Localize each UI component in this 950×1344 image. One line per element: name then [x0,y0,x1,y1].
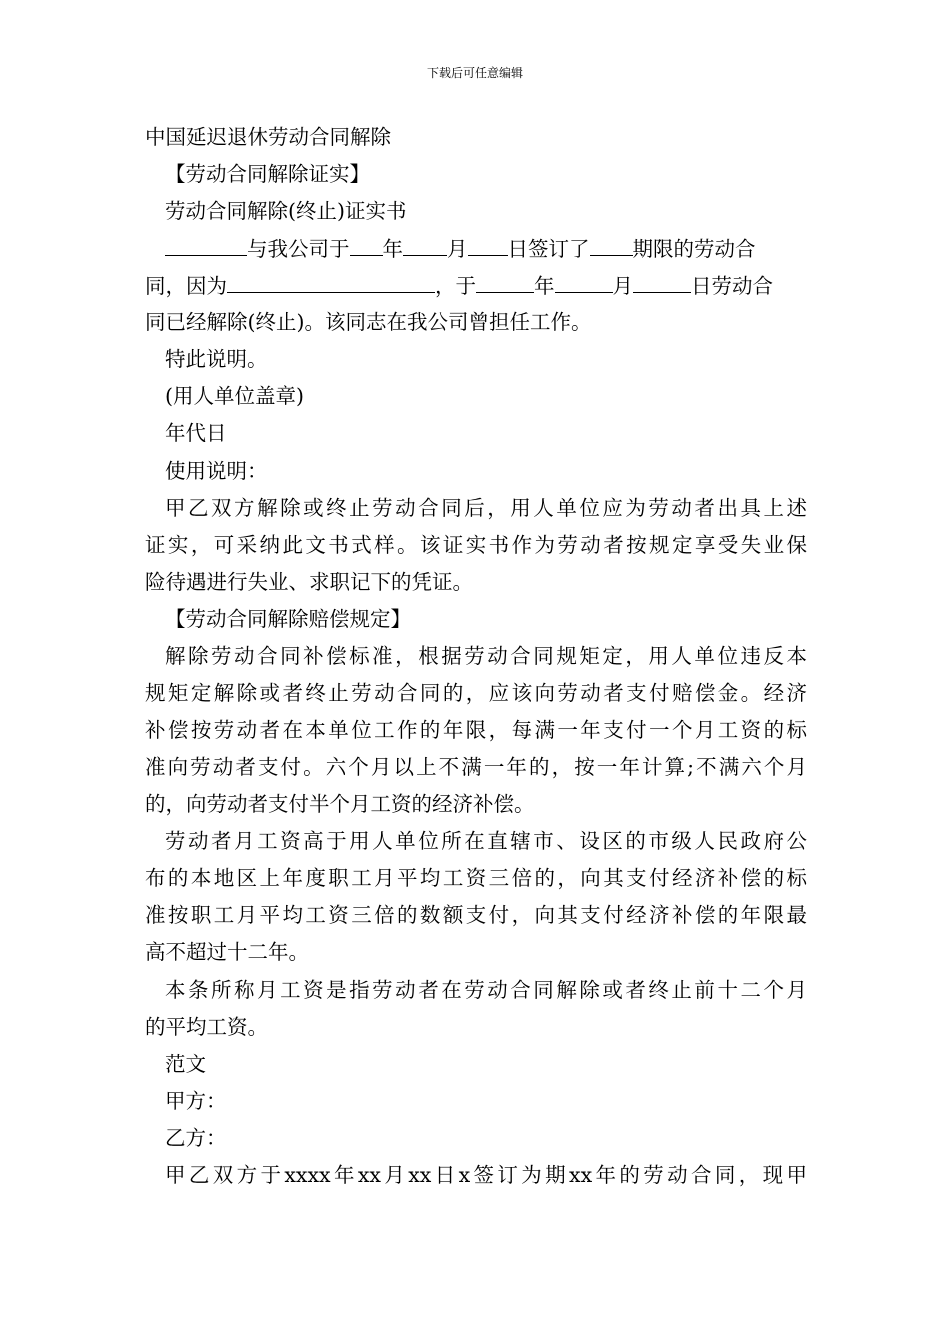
seal-note: (用人单位盖章) [165,384,304,408]
blank-employee-name[interactable] [165,233,247,256]
usage-line: 险待遇进行失业、求职记下的凭证。 [145,570,473,594]
blank-termination-year[interactable] [476,270,534,293]
paragraph-line: 补偿按劳动者在本单位工作的年限，每满一年支付一个月工资的标 [145,718,807,742]
blank-reason[interactable] [227,270,435,293]
certificate-line-1 [165,233,807,264]
paragraph-line: 布的本地区上年度职工月平均工资三倍的，向其支付经济补偿的标 [145,866,807,890]
blank-sign-year[interactable] [350,233,383,256]
sample-heading: 范文 [165,1052,206,1076]
certificate-text: 期限的劳动合 [632,237,756,261]
certificate-line-2 [145,270,807,301]
paragraph-line: 的平均工资。 [145,1015,268,1039]
paragraph-line: 本条所称月工资是指劳动者在劳动合同解除或者终止前十二个月 [165,978,807,1002]
certificate-text: 年 [534,274,555,298]
usage-title: 使用说明： [165,459,268,483]
party-b-label: 乙方： [165,1126,227,1150]
document-title: 中国延迟退休劳动合同解除 [145,125,391,149]
usage-line: 甲乙双方解除或终止劳动合同后，用人单位应为劳动者出具上述 [165,496,807,520]
paragraph-line: 规矩定解除或者终止劳动合同的，应该向劳动者支付赔偿金。经济 [145,681,807,705]
certificate-title: 劳动合同解除(终止)证实书 [165,199,407,223]
section-heading-compensation: 【劳动合同解除赔偿规定】 [165,607,411,631]
usage-line: 证实，可采纳此文书式样。该证实书作为劳动者按规定享受失业保 [145,533,807,557]
certificate-line-3: 同已经解除(终止)。该同志在我公司曾担任工作。 [145,310,592,334]
blank-sign-day[interactable] [468,233,508,256]
paragraph-line: 劳动者月工资高于用人单位所在直辖市、设区的市级人民政府公 [165,829,807,853]
header-note: 下载后可任意编辑 [426,66,523,80]
paragraph-line: 高不超过十二年。 [145,940,309,964]
certificate-text: 年 [382,237,403,261]
statement: 特此说明。 [165,347,268,371]
certificate-text: 月 [447,237,468,261]
paragraph-line: 准按职工月平均工资三倍的数额支付，向其支付经济补偿的年限最 [145,903,807,927]
blank-termination-month[interactable] [555,270,613,293]
paragraph-line: 的，向劳动者支付半个月工资的经济补偿。 [145,792,535,816]
certificate-text: 日劳动合 [691,274,773,298]
date-line: 年代日 [165,421,227,445]
blank-sign-month[interactable] [403,233,447,256]
party-a-label: 甲方： [165,1089,227,1113]
paragraph-line: 准向劳动者支付。六个月以上不满一年的，按一年计算;不满六个月 [145,755,807,779]
certificate-text: 日签订了 [507,237,590,261]
blank-termination-day[interactable] [633,270,691,293]
sample-body-line: 甲乙双方于xxxx年xx月xx日x签订为期xx年的劳动合同，现甲 [165,1163,807,1187]
certificate-text: 与我公司于 [247,237,350,261]
certificate-text: ，于 [435,274,476,298]
certificate-text: 同，因为 [145,274,227,298]
blank-term[interactable] [590,233,633,256]
section-heading-certificate: 【劳动合同解除证实】 [165,162,370,186]
certificate-text: 月 [612,274,633,298]
paragraph-line: 解除劳动合同补偿标准，根据劳动合同规矩定，用人单位违反本 [165,644,807,668]
